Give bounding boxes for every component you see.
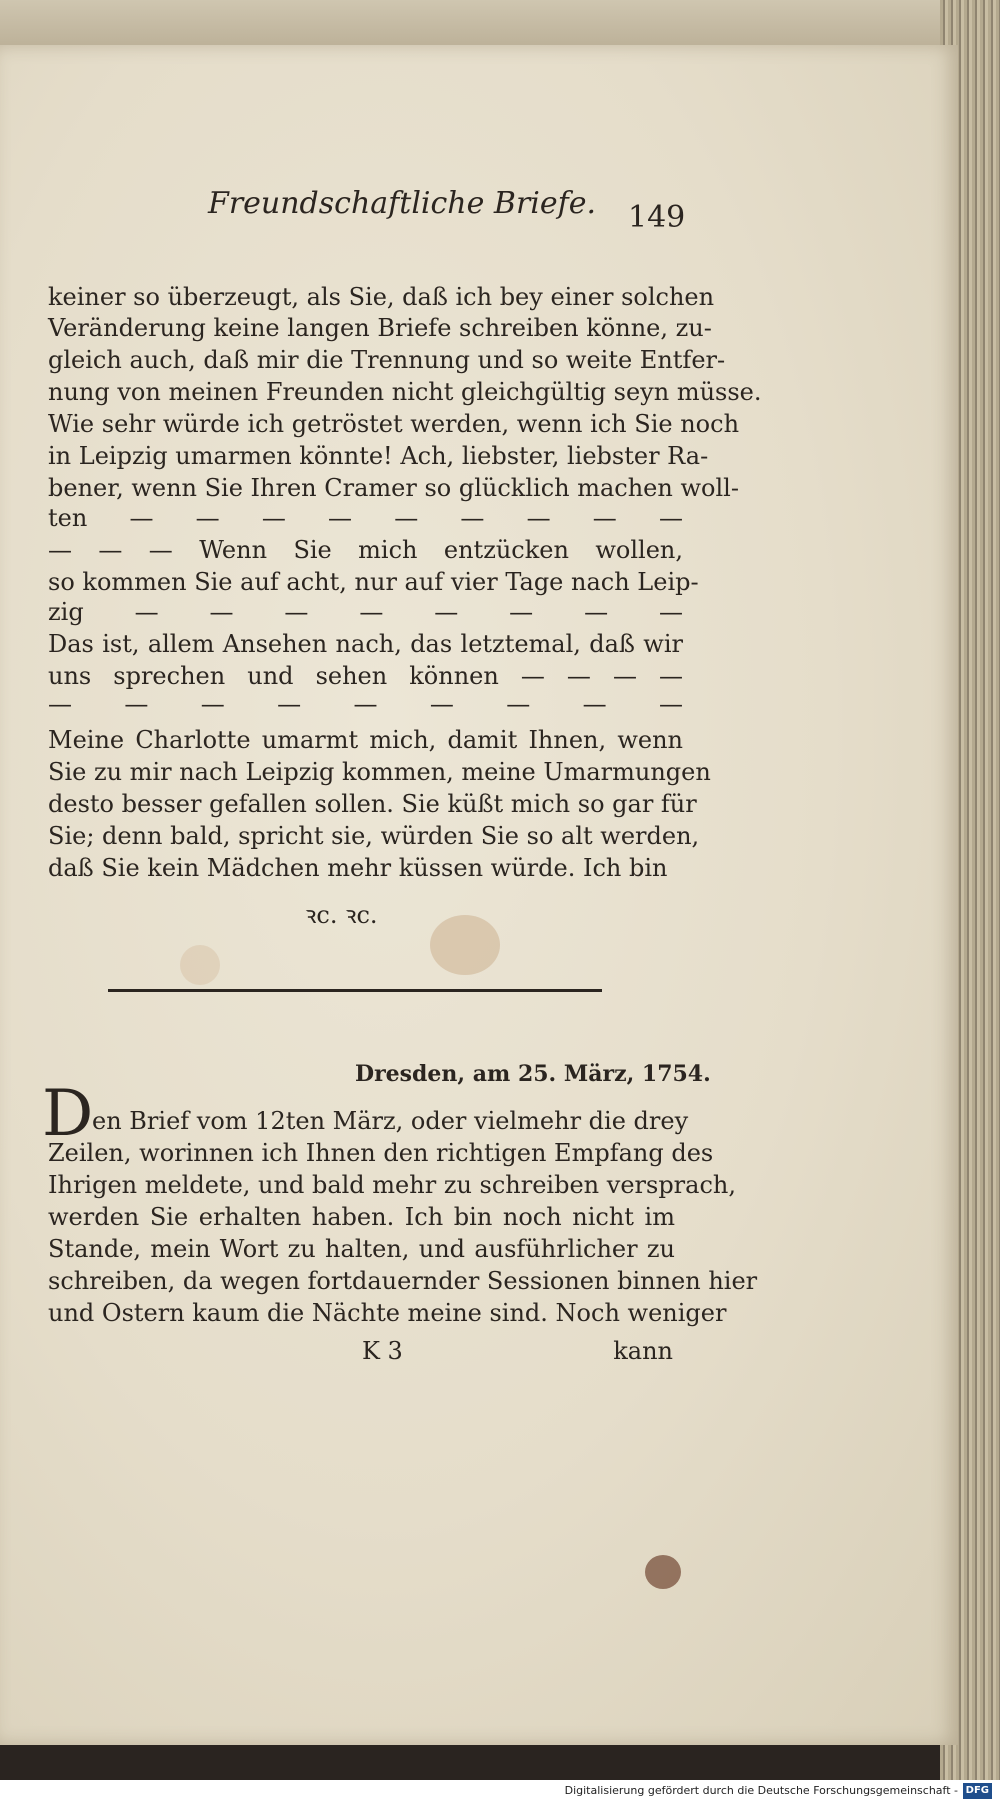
text-line: Wie sehr würde ich getröstet werden, wenn ich Sie noch <box>48 410 740 438</box>
text-line: gleich auch, daß mir die Trennung und so weite Entfer- <box>48 346 726 374</box>
drop-cap: D <box>42 1077 94 1151</box>
paper-stain <box>645 1555 681 1589</box>
text-line: bener, wenn Sie Ihren Cramer so glücklich machen woll- <box>48 474 739 502</box>
text-line: nung von meinen Freunden nicht gleichgültig seyn müsse. <box>48 378 762 406</box>
text-line: ten — — — — — — — — — <box>48 504 683 532</box>
text-line: — — — Wenn Sie mich entzücken wollen, <box>48 536 683 564</box>
text-line: keiner so überzeugt, als Sie, daß ich bey einer solchen <box>48 283 715 311</box>
signature-mark: K 3 <box>362 1337 403 1365</box>
text-line: desto besser gefallen sollen. Sie küßt mich so gar für <box>48 790 697 818</box>
text-line: schreiben, da wegen fortdauernder Sessionen binnen hier <box>48 1267 758 1295</box>
text-line: so kommen Sie auf acht, nur auf vier Tage nach Leip- <box>48 568 699 596</box>
text-line: Ihrigen meldete, und bald mehr zu schreiben versprach, <box>48 1171 736 1199</box>
text-line: in Leipzig umarmen könnte! Ach, liebster, liebster Ra- <box>48 442 709 470</box>
text-line: Stande, mein Wort zu halten, und ausführlicher zu <box>48 1235 675 1263</box>
text-line: Zeilen, worinnen ich Ihnen den richtigen Empfang des <box>48 1139 714 1167</box>
text-line: uns sprechen und sehen können — — — — <box>48 662 683 690</box>
text-line: — — — — — — — — — <box>48 690 683 718</box>
dateline: Dresden, am 25. März, 1754. <box>355 1061 711 1087</box>
text-line: Sie zu mir nach Leipzig kommen, meine Umarmungen <box>48 758 711 786</box>
paper-stain <box>430 915 500 975</box>
text-line: Veränderung keine langen Briefe schreiben könne, zu- <box>48 314 712 342</box>
text-line: Das ist, allem Ansehen nach, das letztemal, daß wir <box>48 630 683 658</box>
text-line: en Brief vom 12ten März, oder vielmehr die drey <box>92 1107 689 1135</box>
text-line: Sie; denn bald, spricht sie, würden Sie so alt werden, <box>48 822 700 850</box>
text-line: Meine Charlotte umarmt mich, damit Ihnen, wenn <box>48 726 683 754</box>
paper-stain <box>180 945 220 985</box>
dfg-logo: DFG <box>963 1783 992 1799</box>
text-line: daß Sie kein Mädchen mehr küssen würde. Ich bin <box>48 854 668 882</box>
letter-separator-rule <box>108 989 602 992</box>
letter-closing: ꝛc. ꝛc. <box>305 901 378 929</box>
text-line: zig — — — — — — — — <box>48 598 683 626</box>
page-number: 149 <box>628 200 686 235</box>
catchword: kann <box>613 1337 673 1365</box>
running-title: Freundschaftliche Briefe. <box>208 186 597 221</box>
text-line: und Ostern kaum die Nächte meine sind. Noch weniger <box>48 1299 727 1327</box>
text-line: werden Sie erhalten haben. Ich bin noch nicht im <box>48 1203 675 1231</box>
dfg-credit-text: Digitalisierung gefördert durch die Deutsche Forschungsgemeinschaft - <box>564 1784 958 1797</box>
